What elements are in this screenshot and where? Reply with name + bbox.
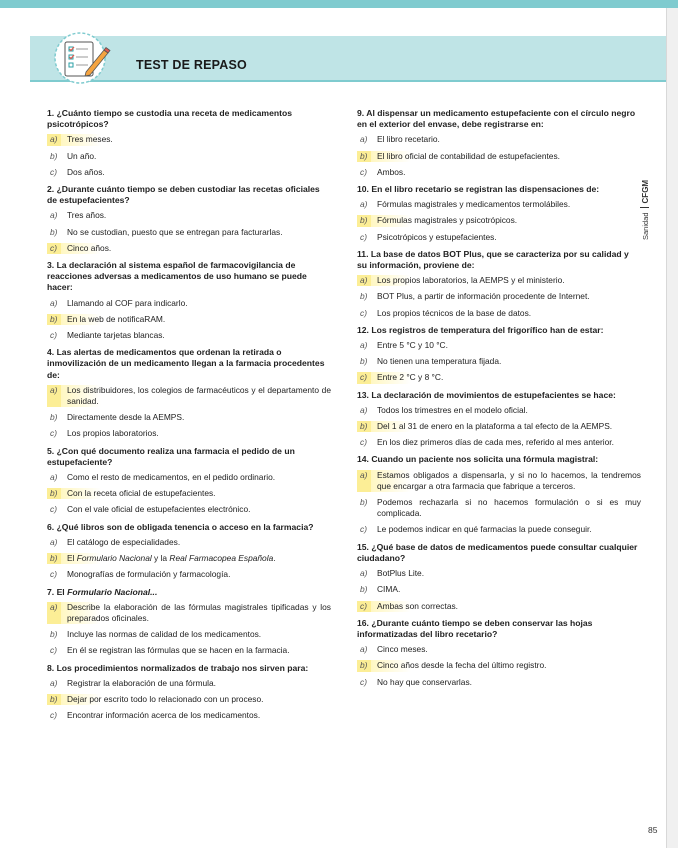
- answer-option-highlighted: [47, 243, 331, 254]
- option-letter: c): [360, 166, 367, 177]
- option-text: El libro recetario.: [377, 134, 440, 145]
- question-statement: La base de datos BOT Plus, que se caracteriza por su calidad y su información, proviene de:: [357, 248, 629, 271]
- option-letter: b): [47, 314, 61, 325]
- option-text: Los propios técnicos de la base de datos.: [377, 307, 532, 318]
- option-letter: a): [50, 210, 58, 221]
- question-number: 14.: [357, 454, 369, 465]
- top-color-band: [0, 0, 678, 8]
- answer-option: [47, 412, 331, 423]
- question-number: 9.: [357, 108, 365, 118]
- option-letter: c): [50, 710, 57, 721]
- question-item: [357, 542, 641, 612]
- question-text: [47, 347, 331, 381]
- option-text: Incluye las normas de calidad de los medicamentos.: [67, 629, 262, 640]
- question-item: [47, 184, 331, 254]
- answer-option: [357, 677, 641, 688]
- option-letter: b): [50, 629, 58, 640]
- question-item: [357, 249, 641, 319]
- option-letter: b): [50, 412, 58, 423]
- page-title: TEST DE REPASO: [136, 58, 247, 72]
- option-text: Ambas son correctas.: [371, 601, 641, 612]
- option-letter: b): [360, 356, 368, 367]
- option-text: Los distribuidores, los colegios de farmacéuticos y el departamento de sanidad.: [61, 385, 331, 407]
- option-text: Describe la elaboración de las fórmulas magistrales tipificadas y los preparados oficinales.: [61, 602, 331, 624]
- question-item: [47, 446, 331, 516]
- answer-option: [47, 227, 331, 238]
- question-item: [47, 108, 331, 178]
- question-number: 13.: [357, 389, 369, 400]
- option-text: CIMA.: [377, 584, 401, 595]
- question-text: [357, 184, 641, 195]
- answer-option-highlighted: [47, 488, 331, 499]
- option-text: Un año.: [67, 150, 97, 161]
- option-text: Cinco años.: [61, 243, 331, 254]
- answer-option: [357, 644, 641, 655]
- question-statement: Cuando un paciente nos solicita una fórmula magistral:: [371, 454, 599, 465]
- option-text: Monografías de formulación y farmacología.: [67, 569, 231, 580]
- question-item: [47, 347, 331, 439]
- option-letter: a): [360, 404, 368, 415]
- question-text: [47, 184, 331, 206]
- answer-option: [47, 645, 331, 656]
- question-text: [47, 663, 331, 674]
- option-text: Registrar la elaboración de una fórmula.: [67, 677, 216, 688]
- option-letter: c): [360, 307, 367, 318]
- option-text: BOT Plus, a partir de información procedente de Internet.: [377, 291, 590, 302]
- option-text: Los propios laboratorios.: [67, 428, 159, 439]
- option-letter: c): [50, 428, 57, 439]
- option-letter: c): [50, 166, 57, 177]
- answer-option: [357, 356, 641, 367]
- option-letter: a): [47, 602, 61, 624]
- question-item: [357, 390, 641, 449]
- option-letter: a): [360, 568, 368, 579]
- question-statement: El Formulario Nacional...: [56, 586, 158, 597]
- question-item: [357, 108, 641, 178]
- question-text: [357, 390, 641, 401]
- answer-option-highlighted: [47, 314, 331, 325]
- question-statement: ¿Cuánto tiempo se custodia una receta de medicamentos psicotrópicos?: [47, 108, 292, 130]
- option-text: Como el resto de medicamentos, en el pedido ordinario.: [67, 472, 276, 483]
- option-letter: b): [357, 215, 371, 226]
- answer-option-highlighted: [357, 421, 641, 432]
- option-text: BotPlus Lite.: [377, 568, 425, 579]
- side-category-label: [640, 180, 650, 240]
- option-text: Entre 5 °C y 10 °C.: [377, 340, 448, 351]
- answer-option: [47, 210, 331, 221]
- question-item: [357, 618, 641, 688]
- option-letter: a): [360, 199, 368, 210]
- question-statement: La declaración al sistema español de farmacovigilancia de reacciones adversas a medicamentos de uso humano se puede hacer:: [47, 260, 307, 293]
- answer-option-highlighted: [357, 372, 641, 383]
- option-letter: a): [360, 644, 368, 655]
- answer-option: [357, 568, 641, 579]
- option-text: Podemos rechazarla si no hacemos formulación o si es muy complicada.: [377, 497, 641, 519]
- question-item: [47, 587, 331, 657]
- option-text: Todos los trimestres en el modelo oficial.: [377, 404, 528, 415]
- question-text: [47, 446, 331, 468]
- question-statement: ¿Qué base de datos de medicamentos puede consultar cualquier ciudadano?: [357, 541, 638, 563]
- option-letter: b): [50, 150, 58, 161]
- option-letter: b): [360, 584, 368, 595]
- question-number: 7.: [47, 586, 55, 597]
- question-statement: Los procedimientos normalizados de trabajo nos sirven para:: [56, 662, 309, 673]
- option-text: Psicotrópicos y estupefacientes.: [377, 231, 497, 242]
- answer-option: [357, 524, 641, 535]
- option-letter: b): [360, 291, 368, 302]
- answer-option: [357, 232, 641, 243]
- answer-option: [47, 151, 331, 162]
- option-text: Cinco meses.: [377, 644, 428, 655]
- header-band: [30, 36, 666, 80]
- answer-option: [357, 291, 641, 302]
- answer-option: [357, 167, 641, 178]
- option-letter: b): [47, 694, 61, 705]
- question-text: [357, 249, 641, 271]
- answer-option-highlighted: [47, 602, 331, 624]
- option-text: Los propios laboratorios, la AEMPS y el ministerio.: [371, 275, 641, 286]
- question-text: [47, 108, 331, 130]
- option-text: Estamos obligados a dispensarla, y si no lo hacemos, la tendremos que encargar a otra farmacia que fabrique a terceros.: [371, 470, 641, 492]
- option-letter: c): [357, 601, 371, 612]
- option-text: Del 1 al 31 de enero en la plataforma a tal efecto de la AEMPS.: [371, 421, 641, 432]
- question-statement: La declaración de movimientos de estupefacientes se hace:: [371, 389, 616, 400]
- answer-option-highlighted: [357, 660, 641, 671]
- question-text: [47, 260, 331, 294]
- answer-option: [357, 437, 641, 448]
- question-text: [47, 522, 331, 533]
- option-text: No se custodian, puesto que se entregan para facturarlas.: [67, 226, 283, 237]
- option-text: No hay que conservarlas.: [377, 676, 472, 687]
- option-letter: a): [47, 134, 61, 145]
- option-letter: b): [357, 151, 371, 162]
- answer-option: [47, 298, 331, 309]
- question-item: [357, 184, 641, 243]
- question-text: [47, 587, 331, 598]
- question-number: 6.: [47, 521, 55, 532]
- answer-option: [47, 710, 331, 721]
- answer-option: [47, 472, 331, 483]
- answer-option: [357, 199, 641, 210]
- answer-option: [357, 405, 641, 416]
- option-letter: b): [360, 497, 368, 508]
- option-text: No tienen una temperatura fijada.: [377, 356, 502, 367]
- answer-option: [47, 629, 331, 640]
- question-number: 11.: [357, 248, 369, 259]
- option-text: Le podemos indicar en qué farmacias la puede conseguir.: [377, 524, 592, 535]
- option-letter: c): [50, 569, 57, 580]
- option-text: Dejar por escrito todo lo relacionado con un proceso.: [61, 694, 331, 705]
- question-number: 2.: [47, 184, 55, 195]
- option-text: Fórmulas magistrales y medicamentos termolábiles.: [377, 199, 571, 210]
- option-letter: b): [50, 226, 58, 237]
- option-letter: c): [50, 330, 57, 341]
- question-number: 16.: [357, 617, 369, 628]
- question-text: [357, 542, 641, 564]
- question-statement: ¿Durante cuánto tiempo se deben custodiar las recetas oficiales de estupefacientes?: [47, 184, 320, 206]
- option-text: Entre 2 °C y 8 °C.: [371, 372, 641, 383]
- option-text: Tres meses.: [61, 134, 331, 145]
- option-text: Cinco años desde la fecha del último registro.: [371, 660, 641, 671]
- answer-option-highlighted: [47, 385, 331, 407]
- option-letter: c): [50, 504, 57, 515]
- option-letter: b): [47, 488, 61, 499]
- option-text: Fórmulas magistrales y psicotrópicos.: [371, 215, 641, 226]
- page-number: 85: [648, 825, 658, 835]
- answer-option: [47, 537, 331, 548]
- option-text: En la web de notificaRAM.: [61, 314, 331, 325]
- question-item: [47, 260, 331, 341]
- option-text: Con la receta oficial de estupefacientes.: [61, 488, 331, 499]
- answer-option: [357, 134, 641, 145]
- option-letter: b): [357, 421, 371, 432]
- option-text: Encontrar información acerca de los medicamentos.: [67, 710, 261, 721]
- option-letter: a): [50, 297, 58, 308]
- option-text: Llamando al COF para indicarlo.: [67, 297, 188, 308]
- answer-option: [47, 167, 331, 178]
- option-text: En él se registran las fórmulas que se hacen en la farmacia.: [67, 645, 290, 656]
- option-letter: c): [360, 676, 367, 687]
- question-number: 8.: [47, 662, 55, 673]
- option-letter: c): [357, 372, 371, 383]
- option-letter: c): [47, 243, 61, 254]
- question-number: 1.: [47, 108, 55, 118]
- option-text: El catálogo de especialidades.: [67, 536, 181, 547]
- answer-option-highlighted: [357, 215, 641, 226]
- option-letter: a): [50, 536, 58, 547]
- question-number: 12.: [357, 324, 369, 335]
- option-text: Tres años.: [67, 210, 107, 221]
- option-letter: a): [50, 677, 58, 688]
- question-text: [357, 618, 641, 640]
- question-item: [47, 522, 331, 581]
- option-text: Directamente desde la AEMPS.: [67, 412, 185, 423]
- option-text: El libro oficial de contabilidad de estupefacientes.: [371, 151, 641, 162]
- answer-option: [47, 504, 331, 515]
- question-number: 3.: [47, 260, 55, 271]
- option-letter: c): [360, 524, 367, 535]
- answer-option-highlighted: [47, 134, 331, 145]
- question-statement: Al dispensar un medicamento estupefaciente con el círculo negro en el exterior del envase, debe registrarse en:: [357, 108, 636, 130]
- answer-option-highlighted: [357, 601, 641, 612]
- option-text: Mediante tarjetas blancas.: [67, 330, 165, 341]
- question-number: 15.: [357, 541, 369, 552]
- header-divider: [30, 80, 666, 82]
- option-text: En los diez primeros días de cada mes, referido al mes anterior.: [377, 437, 614, 448]
- option-letter: a): [360, 340, 368, 351]
- option-text: Con el vale oficial de estupefacientes electrónico.: [67, 504, 251, 515]
- question-number: 5.: [47, 445, 55, 456]
- answer-option: [47, 428, 331, 439]
- question-statement: Las alertas de medicamentos que ordenan la retirada o inmovilización de un medicamento llegan a la farmacia procedentes de:: [47, 347, 325, 380]
- question-statement: ¿Con qué documento realiza una farmacia el pedido de un estupefaciente?: [47, 445, 295, 467]
- option-text: Ambos.: [377, 166, 406, 177]
- question-text: [357, 454, 641, 465]
- answer-option: [47, 330, 331, 341]
- answer-option: [357, 308, 641, 319]
- question-text: [357, 108, 641, 130]
- right-question-column: [357, 108, 641, 694]
- question-number: 10.: [357, 184, 369, 195]
- checklist-pencil-icon: [48, 28, 120, 86]
- option-text: Dos años.: [67, 166, 105, 177]
- question-statement: En el libro recetario se registran las dispensaciones de:: [371, 184, 600, 195]
- page-edge-strip: [666, 8, 678, 848]
- option-letter: a): [47, 385, 61, 407]
- option-text: El Formulario Nacional y la Real Farmacopea Española.: [61, 553, 331, 564]
- answer-option: [357, 497, 641, 519]
- question-statement: ¿Durante cuánto tiempo se deben conservar las hojas informatizadas del libro recetario?: [357, 617, 593, 639]
- left-question-column: [47, 108, 331, 727]
- answer-option: [47, 569, 331, 580]
- side-area-label: Sanidad: [641, 212, 650, 240]
- option-letter: b): [47, 553, 61, 564]
- option-letter: a): [50, 472, 58, 483]
- option-letter: a): [360, 134, 368, 145]
- question-statement: ¿Qué libros son de obligada tenencia o acceso en la farmacia?: [56, 521, 314, 532]
- side-level-label: CFGM: [641, 179, 650, 204]
- answer-option-highlighted: [47, 553, 331, 564]
- question-item: [357, 454, 641, 535]
- question-number: 4.: [47, 347, 55, 358]
- question-item: [47, 663, 331, 722]
- answer-option-highlighted: [47, 694, 331, 705]
- answer-option: [357, 584, 641, 595]
- answer-option-highlighted: [357, 470, 641, 492]
- question-item: [357, 325, 641, 384]
- question-statement: Los registros de temperatura del frigorífico han de estar:: [371, 324, 604, 335]
- option-letter: b): [357, 660, 371, 671]
- answer-option: [47, 678, 331, 689]
- option-letter: c): [360, 437, 367, 448]
- side-label-separator: [640, 207, 649, 208]
- option-letter: c): [50, 645, 57, 656]
- option-letter: a): [357, 470, 371, 492]
- question-text: [357, 325, 641, 336]
- option-letter: c): [360, 231, 367, 242]
- answer-option-highlighted: [357, 151, 641, 162]
- answer-option: [357, 340, 641, 351]
- option-letter: a): [357, 275, 371, 286]
- answer-option-highlighted: [357, 275, 641, 286]
